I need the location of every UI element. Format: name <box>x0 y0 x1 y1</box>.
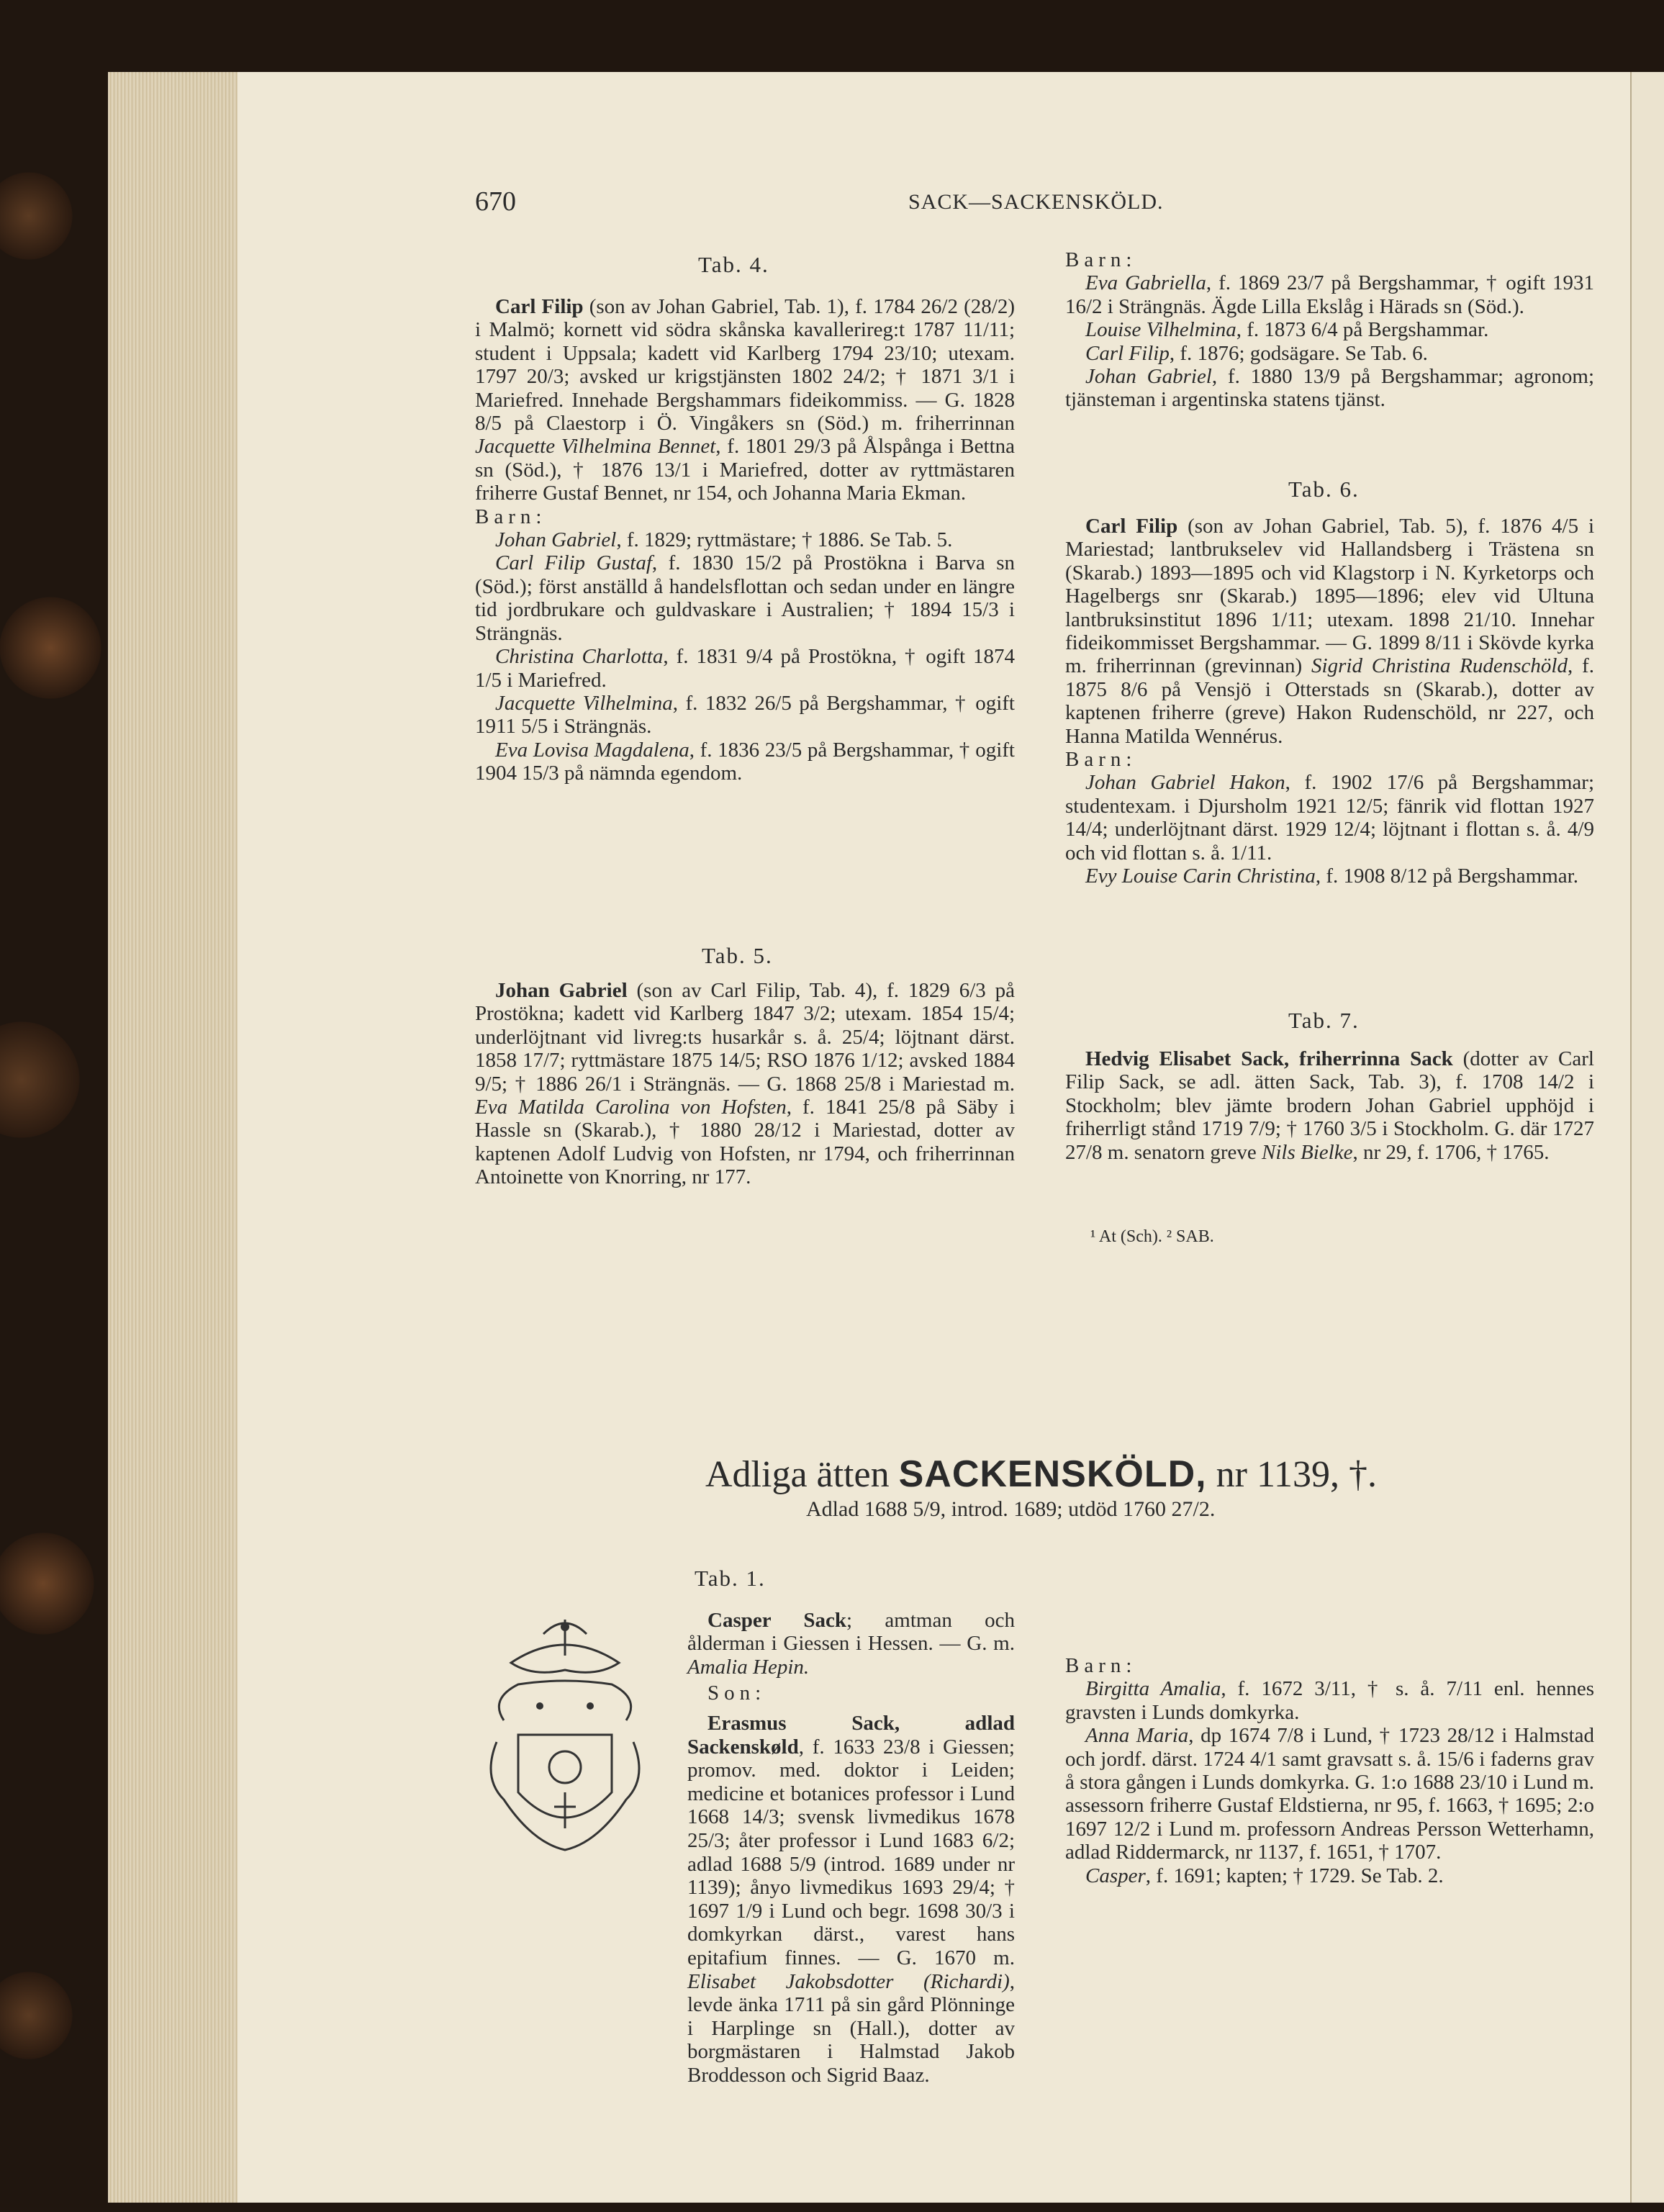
running-header: SACK—SACKENSKÖLD. <box>908 190 1164 214</box>
family-title: Adliga ätten SACKENSKÖLD, nr 1139, †. <box>705 1453 1378 1495</box>
tab5-section: Johan Gabriel (son av Carl Filip, Tab. 4), f. 1829 6/3 på Prostökna; kadett vid Karlberg 1847 3/2; utexam. 1854 15/4; underlöjtnant vid livreg:ts husarkår s. å. 25/4; löjtnant därst. 1858 17/7; ryttmästare 1875 14/5; RSO 1876 1/12; avsked 1884 9/5; † 1886 26/1 i Strängnäs. — G. 1868 25/8 i Mariestad m. Eva Matilda Carolina von Hofsten, f. 1841 25/8 på Säby i Hassle sn (Skarab.), † 1880 28/12 i Mariestad, dotter av kaptenen Adolf Ludvig von Hofsten, nr 1794, och friherrinnan Antoinette von Knorring, nr 177. <box>475 979 1015 1189</box>
tab7-section: Hedvig Elisabet Sack, friherrinna Sack (dotter av Carl Filip Sack, se adl. ätten Sack, Tab. 3), f. 1708 14/2 i Stockholm; blev jämte brodern Johan Gabriel upphöjd i friherrligt stånd 1719 7/9; † 1760 3/5 i Stockholm. G. där 1727 27/8 m. senatorn greve Nils Bielke, nr 29, f. 1706, † 1765. <box>1065 1047 1594 1164</box>
casper-entry: Casper Sack; amtman och ålderman i Giessen i Hessen. — G. m. Amalia Hepin. Son: <box>687 1609 1015 1705</box>
page-number: 670 <box>475 186 516 217</box>
sackenskold-children: Barn: Birgitta Amalia, f. 1672 3/11, † s. å. 7/11 enl. hennes gravsten i Lunds domkyrka. Anna Maria, dp 1674 7/8 i Lund, † 1723 28/12 i Halmstad och jordf. därst. 1724 4/1 samt gravsatt s. å. 15/6 i faderns grav å stora gången i Lunds domkyrka. G. 1:o 1688 23/10 i Lund m. assessorn friherre Gustaf Eldstierna, nr 95, f. 1663, † 1695; 2:o 1697 12/2 i Lund m. professorn Andreas Persson Wetterhamn, adlad Riddermarck, nr 1137, f. 1651, † 1707. Casper, f. 1691; kapten; † 1729. Se Tab. 2. <box>1065 1654 1595 1887</box>
facing-page-edge <box>1630 72 1664 2203</box>
family-subtitle: Adlad 1688 5/9, introd. 1689; utdöd 1760 27/2. <box>806 1497 1216 1521</box>
tab6-section: Carl Filip (son av Johan Gabriel, Tab. 5), f. 1876 4/5 i Mariestad; lantbrukselev vid Hallandsberg i Trästena sn (Skarab.) 1893—1895 och vid Klagstorp i N. Kyrketorps och Hagelbergs snr (Skarab.) 1895—1896; elev vid Ultuna lantbruksinstitut 1896 1/11; utexam. 1898 21/10. Innehar fideikommisset Bergshammar. — G. 1899 8/11 i Skövde kyrka m. friherrinnan (grevinnan) Sigrid Christina Rudenschöld, f. 1875 8/6 på Vensjö i Otterstads sn (Skarab.), dotter av kaptenen friherre (greve) Hakon Rudenschöld, nr 227, och Hanna Matilda Wennérus. Barn: Johan Gabriel Hakon, f. 1902 17/6 på Bergshammar; studentexam. i Djursholm 1921 12/5; fänrik vid flottan 1927 14/4; underlöjtnant därst. 1929 12/4; löjtnant i flottan s. å. 4/9 och vid flottan s. å. 1/11. Evy Louise Carin Christina, f. 1908 8/12 på Bergshammar. <box>1065 515 1595 888</box>
tab7-title: Tab. 7. <box>1288 1008 1360 1033</box>
sackenskold-tab1-title: Tab. 1. <box>695 1566 766 1591</box>
tab4-title: Tab. 4. <box>698 252 769 277</box>
tab4-section: Carl Filip (son av Johan Gabriel, Tab. 1), f. 1784 26/2 (28/2) i Malmö; kornett vid södra skånska kavallerireg:t 1787 11/11; student i Uppsala; kadett vid Karlberg 1794 23/10; utexam. 1797 20/3; avsked ur krigstjänsten 1802 24/2; † 1871 3/1 i Mariefred. Innehade Bergshammars fideikommiss. — G. 1828 8/5 på Claestorp i Ö. Vingåkers sn (Söd.) m. friherrinnan Jacquette Vilhelmina Bennet, f. 1801 29/3 på Ålspånga i Bettna sn (Söd.), † 1876 13/1 i Mariefred, dotter av ryttmästaren friherre Gustaf Bennet, nr 154, och Johanna Maria Ekman. Barn: Johan Gabriel, f. 1829; ryttmästare; † 1886. Se Tab. 5. Carl Filip Gustaf, f. 1830 15/2 på Prostökna i Barva sn (Söd.); först anställd å handelsflottan och sedan under en längre tid jordbrukare och guldvaskare i Australien; † 1894 15/3 i Strängnäs. Christina Charlotta, f. 1831 9/4 på Prostökna, † ogift 1874 1/5 i Mariefred. Jacquette Vilhelmina, f. 1832 26/5 på Bergshammar, † ogift 1911 5/5 i Strängnäs. Eva Lovisa Magdalena, f. 1836 23/5 på Bergshammar, † ogift 1904 15/3 på nämnda egendom. <box>475 295 1016 785</box>
tab4-name: Carl Filip <box>495 295 584 318</box>
tab5-children: Barn: Eva Gabriella, f. 1869 23/7 på Bergshammar, † ogift 1931 16/2 i Strängnäs. Ägde Lilla Ekslåg i Härads sn (Söd.). Louise Vilhelmina, f. 1873 6/4 på Bergshammar. Carl Filip, f. 1876; godsägare. Se Tab. 6. Johan Gabriel, f. 1880 13/9 på Bergshammar; agronom; tjänsteman i argentinska statens tjänst. <box>1065 248 1594 412</box>
tab5-title: Tab. 5. <box>702 943 773 968</box>
tab5-name: Johan Gabriel <box>495 979 628 1002</box>
page-edges <box>108 72 238 2203</box>
tab4-barn-label: Barn: <box>475 505 547 528</box>
footnote: ¹ At (Sch). ² SAB. <box>1090 1227 1214 1246</box>
tab6-title: Tab. 6. <box>1288 477 1360 502</box>
erasmus-entry: Erasmus Sack, adlad Sackenskøld, f. 1633 23/8 i Giessen; promov. med. doktor i Leiden; medicine et botanices professor i Lund 1668 14/3; svensk livmedikus 1678 25/3; åter professor i Lund 1683 6/2; adlad 1688 5/9 (introd. 1689 under nr 1139); ånyo livmedikus 1693 29/4; † 1697 1/9 i Lund och begr. 1698 30/3 i domkyrkan därst., varest hans epitafium finnes. — G. 1670 m. Elisabet Jakobsdotter (Richardi), levde änka 1711 på sin gård Plönninge i Harplinge sn (Hall.), dotter av borgmästaren i Halmstad Jakob Broddesson och Sigrid Baaz. <box>687 1712 1015 2087</box>
